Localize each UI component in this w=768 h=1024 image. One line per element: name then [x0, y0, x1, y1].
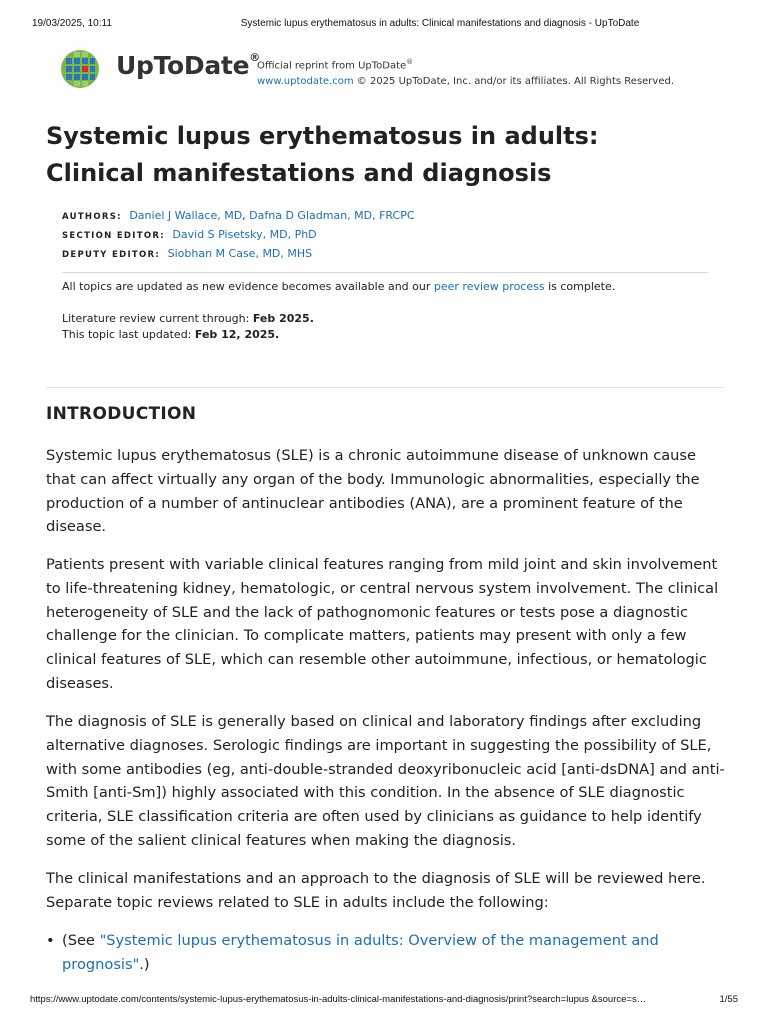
update-notice: All topics are updated as new evidence becomes available and our peer review process is complete. [62, 280, 616, 293]
section-editor-label: SECTION EDITOR: [62, 231, 165, 241]
divider [46, 387, 724, 388]
intro-paragraph: Systemic lupus erythematosus (SLE) is a chronic autoimmune disease of unknown cause that can affect virtually any organ of the body. Immunologic abnormalities, especially the production of a number of antinuclear antibodies (ANA), are a prominent feature of the disease. [46, 447, 700, 536]
review-dates [62, 311, 314, 343]
print-header [0, 0, 768, 46]
reprint-notice [257, 54, 674, 90]
print-page-title: Systemic lupus erythematosus in adults: Clinical manifestations and diagnosis - UpToDate [240, 18, 640, 29]
bullet-dot-icon: • [46, 932, 55, 949]
deputy-editor-row [62, 245, 415, 264]
reprint-mark: ® [406, 58, 414, 66]
deputy-editor-label: DEPUTY EDITOR: [62, 250, 161, 260]
site-link[interactable]: www.uptodate.com [257, 76, 354, 88]
article-title: Systemic lupus erythematosus in adults: Clinical manifestations and diagnosis [46, 122, 599, 187]
related-topic-link[interactable]: "Systemic lupus erythematosus in adults: Overview of the management and prognosis" [62, 932, 659, 973]
reprint-line: Official reprint from UpToDate [257, 60, 407, 72]
brand-name: UpToDate® [116, 50, 260, 80]
copyright-text: © 2025 UpToDate, Inc. and/or its affiliates. All Rights Reserved. [353, 76, 675, 88]
intro-paragraph: Patients present with variable clinical features ranging from mild joint and skin involvement to life-threatening kidney, hematologic, or central nervous system involvement. The clinical heterogeneity of SLE and the lack of pathognomonic features or tests pose a diagnostic challenge for the clinician. To complicate matters, patients may present with only a few clinical features of SLE, which can resemble other autoimmune, infectious, or hematologic diseases. [46, 556, 719, 692]
print-url: https://www.uptodate.com/contents/systemic-lupus-erythematosus-in-adults-clinical-manifestations-and-diagnosis/print?search=lupus &source=s… [30, 994, 647, 1005]
peer-review-link[interactable]: peer review process [433, 280, 545, 293]
author-link[interactable]: Dafna D Gladman, MD, FRCPC [249, 209, 415, 222]
section-editor-link[interactable]: David S Pisetsky, MD, PhD [172, 228, 317, 241]
literature-review-line: Literature review current through: Feb 2025. [62, 312, 314, 325]
divider [62, 272, 708, 273]
intro-paragraph: The diagnosis of SLE is generally based on clinical and laboratory findings after excluding alternative diagnoses. Serologic findings are important in suggesting the possibility of SLE, with some antibodies (eg, anti-double-stranded deoxyribonucleic acid [anti-dsDNA] and anti-Smith [anti-Sm]) highly associated with this condition. In the absence of SLE diagnostic criteria, SLE classification criteria are often used by clinicians as guidance to help identify some of the salient clinical features when making the diagnosis. [46, 713, 725, 849]
print-datetime: 19/03/2025, 10:11 [32, 18, 112, 29]
authors-label: AUTHORS: [62, 212, 122, 222]
last-updated-line: This topic last updated: Feb 12, 2025. [62, 328, 280, 341]
section-heading-introduction: INTRODUCTION [46, 404, 197, 424]
page-number: 1/55 [719, 994, 738, 1005]
article-credits [62, 207, 415, 264]
deputy-editor-link[interactable]: Siobhan M Case, MD, MHS [167, 247, 313, 260]
authors-row: AUTHORS: Daniel J Wallace, MD, Dafna D Gladman, MD, FRCPC [62, 209, 415, 222]
author-link[interactable]: Daniel J Wallace, MD [129, 209, 243, 222]
intro-paragraph: The clinical manifestations and an approach to the diagnosis of SLE will be reviewed here. Separate topic reviews related to SLE in adults include the following: [46, 870, 706, 911]
print-footer [0, 990, 768, 1010]
uptodate-logo-icon [60, 49, 100, 89]
section-editor-row [62, 226, 415, 245]
